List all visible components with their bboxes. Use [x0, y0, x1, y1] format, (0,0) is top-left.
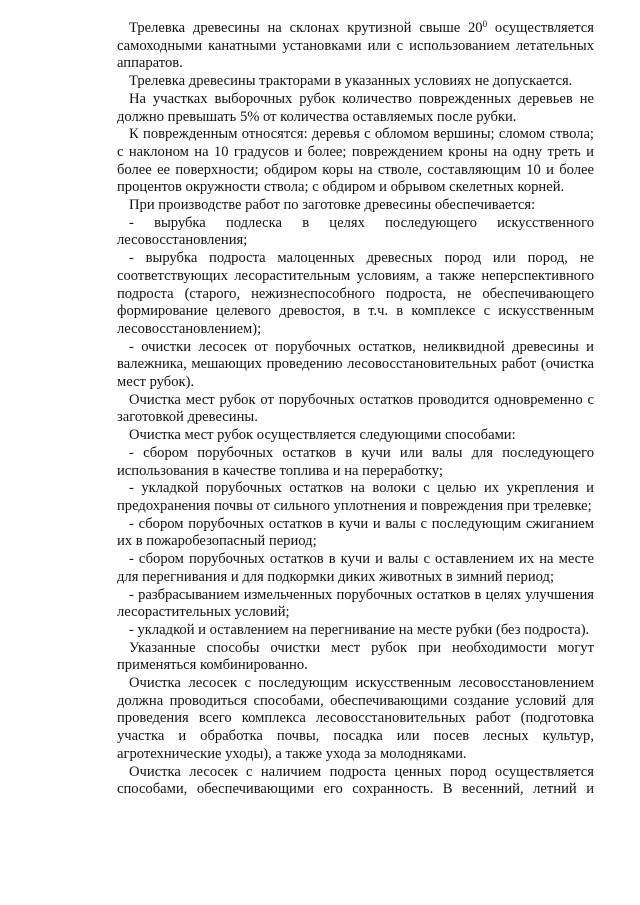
paragraph-7: Очистка мест рубок осуществляется следующими способами: — [129, 427, 516, 444]
list-item-4: - сбором порубочных остатков в кучи или валы для последующего использования в качестве топлива и на переработку; — [117, 444, 594, 479]
paragraph-2: Трелевка древесины тракторами в указанных условиях не допускается. — [129, 73, 573, 90]
paragraph-9: Очистка лесосек с последующим искусственным лесовосстановлением должна проводиться способами, обеспечивающими создание условий для проведения всего комплекса лесовосстановительных работ (подготовка участка и обработка почвы, посадка или посев лесных культур, агротехнические уходы), а также ухода за молодняками. — [117, 675, 594, 762]
paragraph-1 — [117, 20, 594, 73]
list-item-3: - очистки лесосек от порубочных остатков, неликвидной древесины и валежника, мешающих проведению лесовосстановительных работ (очистка мест рубок). — [117, 338, 594, 391]
list-item-8: - разбрасыванием измельченных порубочных остатков в целях улучшения лесорастительных условий; — [117, 586, 594, 621]
paragraph-5: При производстве работ по заготовке древесины обеспечивается: — [129, 197, 536, 214]
list-item-1: - вырубка подлеска в целях последующего искусственного лесовосстановления; — [117, 214, 594, 249]
paragraph-1-text-end: осуществляется самоходными канатными установками или с использованием летательных аппаратов. — [117, 20, 594, 72]
degree-superscript: 0 — [482, 19, 488, 29]
paragraph-8: Указанные способы очистки мест рубок при необходимости могут применяться комбинированно. — [117, 639, 594, 674]
list-item-9: - укладкой и оставлением на перегнивание на месте рубки (без подроста). — [129, 621, 590, 638]
paragraph-4: К поврежденным относятся: деревья с обломом вершины; сломом ствола; с наклоном на 10 градусов и более; повреждением кроны на одну треть и более ее поверхности; обдиром коры на стволе, составляющим 10 и более процентов окружности ствола; с обдиром и обрывом скелетных корней. — [117, 126, 594, 196]
list-item-6: - сбором порубочных остатков в кучи и валы с последующим сжиганием их в пожаробезопасный период; — [117, 515, 594, 550]
list-item-5: - укладкой порубочных остатков на волоки с целью их укрепления и предохранения почвы от сильного уплотнения и повреждения при трелевке; — [117, 480, 594, 514]
list-item-2: - вырубка подроста малоценных древесных пород или пород, не соответствующих лесорастительным условиям, а также неперспективного подроста (старого, нежизнеспособного подроста, не обеспечивающего формирование целевого древостоя, в т.ч. в комплексе с искусственным лесовосстановлением); — [117, 250, 594, 337]
paragraph-6: Очистка мест рубок от порубочных остатков проводится одновременно с заготовкой древесины. — [117, 391, 594, 426]
document-page — [117, 20, 594, 799]
paragraph-3: На участках выборочных рубок количество поврежденных деревьев не должно превышать 5% от количества оставляемых после рубки. — [117, 90, 594, 125]
paragraph-1-text-start: Трелевка древесины на склонах крутизной свыше 20 — [129, 20, 483, 36]
paragraph-10: Очистка лесосек с наличием подроста ценных пород осуществляется способами, обеспечивающими его сохранность. В весенний, летний и — [117, 763, 594, 798]
list-item-7: - сбором порубочных остатков в кучи и валы с оставлением их на месте для перегнивания и для подкормки диких животных в зимний период; — [117, 551, 594, 585]
